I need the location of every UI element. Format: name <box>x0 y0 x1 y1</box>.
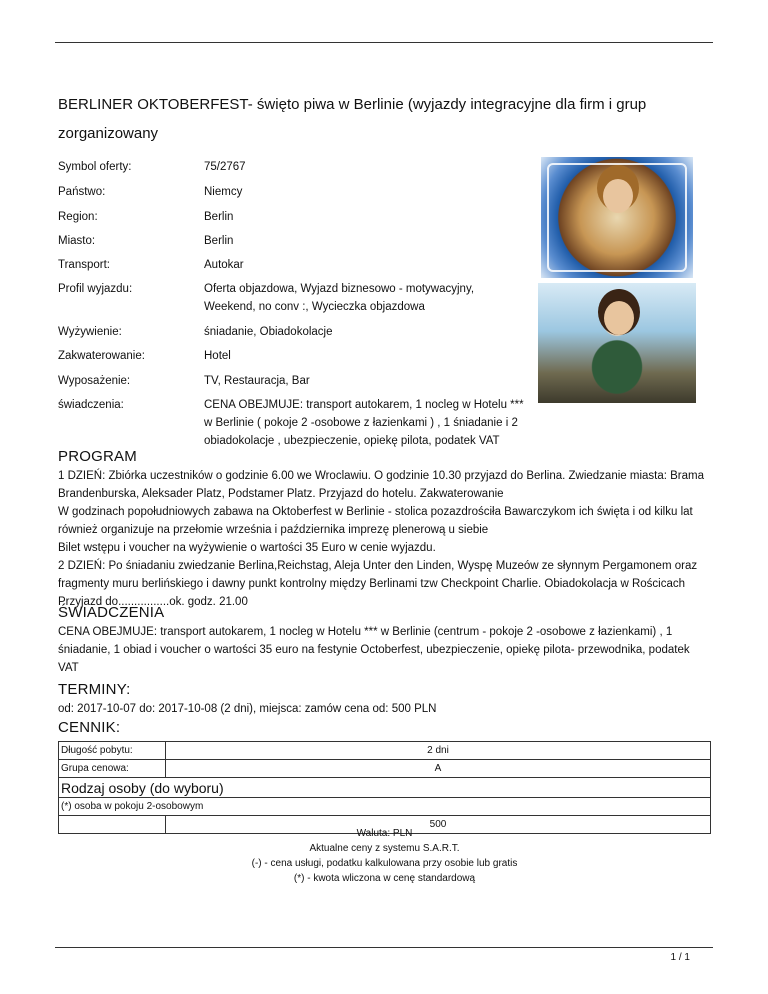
info-label: Symbol oferty: <box>58 161 132 173</box>
note-line: Waluta: PLN <box>356 828 413 839</box>
info-label: świadczenia: <box>58 399 124 411</box>
info-label: Wyżywienie: <box>58 326 122 338</box>
info-label: Państwo: <box>58 186 106 198</box>
info-value: Oferta objazdowa, Wyjazd biznesowo - motywacyjny, Weekend, no conv :, Wycieczka objazdowa <box>204 283 475 313</box>
pricing-heading-wrap <box>58 718 708 738</box>
table-row <box>59 742 711 760</box>
dates-section <box>58 680 708 718</box>
table-row <box>59 778 711 798</box>
offer-info-table <box>58 158 528 450</box>
pricing-table <box>58 741 711 834</box>
dates-text: od: 2017-10-07 do: 2017-10-08 (2 dni), miejsca: zamów cena od: 500 PLN <box>58 703 437 715</box>
info-label: Region: <box>58 211 98 223</box>
info-row-country <box>58 183 528 208</box>
info-row-transport <box>58 256 528 280</box>
info-value: Berlin <box>204 211 234 223</box>
services-text: CENA OBEJMUJE: transport autokarem, 1 nocleg w Hotelu *** w Berlinie (centrum - pokoje 2 -osobowe z łazienkami) , 1 śniadanie, 1 obiad i voucher o wartości 35 euro na festynie Octoberfest, ubezpieczenie, opiekę pilota- przewodnika, podatek VAT <box>58 626 690 674</box>
note-line: (-) - cena usługi, podatku kalkulowana przy osobie lub gratis <box>251 858 518 869</box>
info-value: Hotel <box>204 350 231 362</box>
info-value: TV, Restauracja, Bar <box>204 375 310 387</box>
section-heading: ŚWIADCZENIA <box>58 604 165 621</box>
info-row-city <box>58 232 528 256</box>
info-row-profile <box>58 280 528 323</box>
bottom-rule <box>55 947 713 948</box>
info-row-region <box>58 208 528 232</box>
person-type-header: Rodzaj osoby (do wyboru) <box>59 778 711 798</box>
info-row-symbol <box>58 158 528 183</box>
pricing-notes <box>58 826 711 886</box>
photo-face <box>604 301 634 335</box>
info-value: CENA OBEJMUJE: transport autokarem, 1 nocleg w Hotelu *** w Berlinie ( pokoje 2 -osobowe z łazienkami ) , 1 śniadanie i 2 obiadokolacje , ubezpieczenie, opiekę pilota, podatek VAT <box>204 399 524 447</box>
table-cell-value: 2 dni <box>166 742 711 760</box>
program-line: W godzinach popołudniowych zabawa na Oktoberfest w Berlinie - stolica pozazdrościła Bawarczykom ich święta i od kilku lat również organizuje na przełomie września i października imprezę plenerową u siebie <box>58 506 693 536</box>
section-heading: PROGRAM <box>58 448 137 465</box>
table-row <box>59 760 711 778</box>
info-value: Niemcy <box>204 186 243 198</box>
program-section <box>58 447 708 611</box>
price-cell: 500 <box>166 816 711 834</box>
info-label: Zakwaterowanie: <box>58 350 145 362</box>
info-label: Wyposażenie: <box>58 375 131 387</box>
offer-title: BERLINER OKTOBERFEST- święto piwa w Berlinie (wyjazdy integracyjne dla firm i grup zorganizowany <box>58 96 647 142</box>
program-line: Bilet wstępu i voucher na wyżywienie o wartości 35 Euro w cenie wyjazdu. <box>58 542 436 554</box>
table-row <box>59 798 711 816</box>
info-label: Profil wyjazdu: <box>58 283 133 295</box>
table-cell-label: Długość pobytu: <box>59 742 166 760</box>
table-cell-value: A <box>166 760 711 778</box>
beer-tent-photo <box>538 283 696 403</box>
note-line: Aktualne ceny z systemu S.A.R.T. <box>309 843 460 854</box>
info-value: śniadanie, Obiadokolacje <box>204 326 333 338</box>
top-rule <box>55 42 713 43</box>
program-line: 2 DZIEŃ: Po śniadaniu zwiedzanie Berlina,Reichstag, Aleja Unter den Linden, Wyspę Muzeów ze słynnym Pergamonem oraz fragmenty muru berlińskiego i dawny punkt kontrolny między Berlinami tzw Checkpoint Charlie. Obiadokolacja w Rościcach <box>58 560 698 590</box>
note-line: (*) - kwota wliczona w cenę standardową <box>293 873 476 884</box>
services-section <box>58 603 708 677</box>
info-value: Berlin <box>204 235 234 247</box>
person-option: (*) osoba w pokoju 2-osobowym <box>59 798 711 816</box>
section-heading: CENNIK: <box>58 719 121 736</box>
info-row-services <box>58 396 528 450</box>
section-heading: TERMINY: <box>58 681 131 698</box>
photo-face <box>603 179 633 213</box>
info-row-accommodation <box>58 347 528 372</box>
program-line: 1 DZIEŃ: Zbiórka uczestników o godzinie 6.00 we Wroclawiu. O godzinie 10.30 przyjazd do Berlina. Zwiedzanie miasta: Brama Brandenburska, Aleksader Platz, Podstamer Platz. Przyjazd do hotelu. Zakwaterowanie <box>58 470 705 500</box>
program-line: Przyjazd do................ok. godz. 21.00 <box>58 596 248 608</box>
info-label: Miasto: <box>58 235 96 247</box>
page-number: 1 / 1 <box>670 952 690 963</box>
info-value: Autokar <box>204 259 244 271</box>
info-row-equipment <box>58 372 528 396</box>
info-value: 75/2767 <box>204 161 246 173</box>
oktoberfest-waitress-photo <box>541 157 693 278</box>
info-row-meals <box>58 323 528 347</box>
table-cell-label: Grupa cenowa: <box>59 760 166 778</box>
info-label: Transport: <box>58 259 110 271</box>
